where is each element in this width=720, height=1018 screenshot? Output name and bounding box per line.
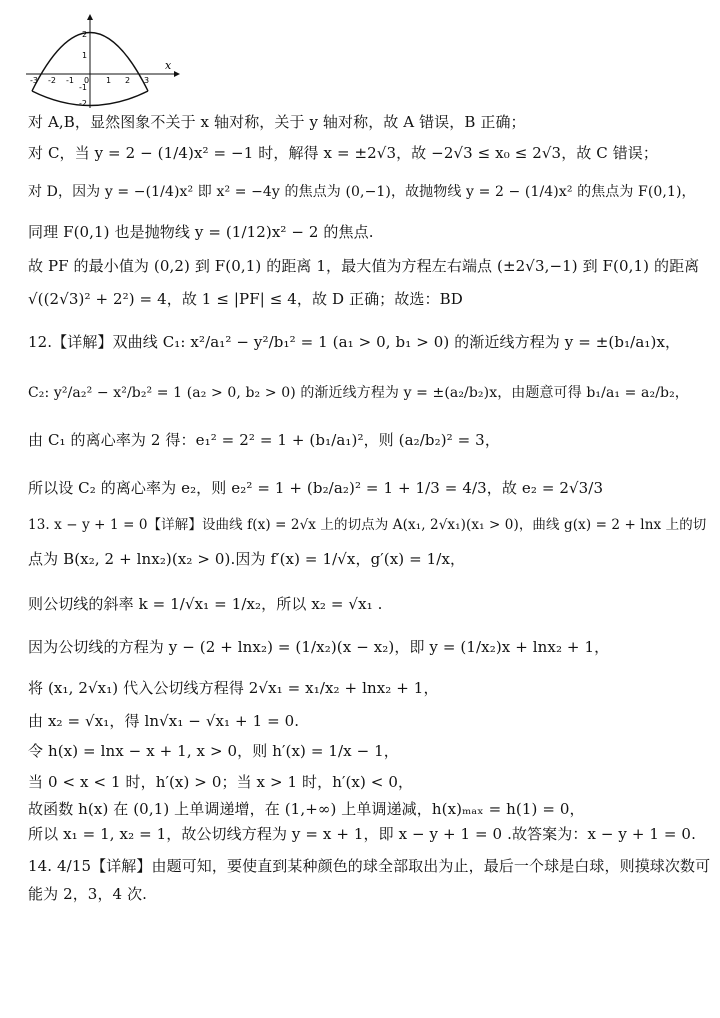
text-line: 故 PF 的最小值为 (0,2) 到 F(0,1) 的距离 1，最大值为方程左右端点 (±2√3,−1) 到 F(0,1) 的距离 [28,257,700,275]
text-line: 12.【详解】双曲线 C₁: x²/a₁² − y²/b₁² = 1 (a₁ > 0, b₁ > 0) 的渐近线方程为 y = ±(b₁/a₁)x， [28,333,681,351]
text-line: 故函数 h(x) 在 (0,1) 上单调递增，在 (1,+∞) 上单调递减，h(x)ₘₐₓ = h(1) = 0， [28,800,585,818]
x-tick-label: 2 [125,76,131,85]
text-line: 由 x₂ = √x₁，得 ln√x₁ − √x₁ + 1 = 0. [28,712,300,730]
text-line: 将 (x₁, 2√x₁) 代入公切线方程得 2√x₁ = x₁/x₂ + lnx₂ + 1， [28,679,439,697]
x-tick-label: -3 [30,76,38,85]
y-axis-arrow [87,14,93,20]
text-line: 由 C₁ 的离心率为 2 得：e₁² = 2² = 1 + (b₁/a₁)²，则 (a₂/b₂)² = 3， [28,431,500,449]
text-line: 则公切线的斜率 k = 1/√x₁ = 1/x₂，所以 x₂ = √x₁ . [28,595,383,613]
text-line: C₂: y²/a₂² − x²/b₂² = 1 (a₂ > 0, b₂ > 0) 的渐近线方程为 y = ±(a₂/b₂)x，由题意可得 b₁/a₁ = a₂/b₂， [28,385,689,401]
text-line: √((2√3)² + 2²) = 4，故 1 ≤ |PF| ≤ 4，故 D 正确；故选：BD [28,290,463,308]
x-tick-label: 1 [106,76,112,85]
x-tick-label: -1 [66,76,74,85]
text-line: 14. 4/15【详解】由题可知，要使直到某种颜色的球全部取出为止，最后一个球是白球，则摸球次数可 [28,857,711,875]
parabola-graph [24,14,184,110]
x-axis-arrow [174,71,180,77]
text-line: 所以设 C₂ 的离心率为 e₂，则 e₂² = 1 + (b₂/a₂)² = 1 + 1/3 = 4/3，故 e₂ = 2√3/3 [28,479,604,497]
text-line: 点为 B(x₂, 2 + lnx₂)(x₂ > 0).因为 f′(x) = 1/√x，g′(x) = 1/x， [28,550,466,568]
text-line: 对 D，因为 y = −(1/4)x² 即 x² = −4y 的焦点为 (0,−1)，故抛物线 y = 2 − (1/4)x² 的焦点为 F(0,1)， [28,184,696,200]
x-tick-label: 0 [84,76,90,85]
y-tick-label: 1 [82,51,88,60]
text-line: 当 0 < x < 1 时，h′(x) > 0；当 x > 1 时，h′(x) < 0， [28,773,414,791]
x-tick-label: -2 [48,76,56,85]
x-axis-label: x [165,59,172,72]
y-tick-label: 2 [82,30,88,39]
text-line: 所以 x₁ = 1, x₂ = 1，故公切线方程为 y = x + 1，即 x − y + 1 = 0 .故答案为：x − y + 1 = 0. [28,825,696,843]
text-line: 令 h(x) = lnx − x + 1, x > 0，则 h′(x) = 1/x − 1， [28,742,399,760]
text-line: 同理 F(0,1) 也是抛物线 y = (1/12)x² − 2 的焦点. [28,223,374,241]
text-line: 13. x − y + 1 = 0【详解】设曲线 f(x) = 2√x 上的切点为 A(x₁, 2√x₁)(x₁ > 0)，曲线 g(x) = 2 + lnx 上的切 [28,517,707,533]
text-line: 因为公切线的方程为 y − (2 + lnx₂) = (1/x₂)(x − x₂)，即 y = (1/x₂)x + lnx₂ + 1， [28,638,610,656]
text-line: 对 A,B，显然图象不关于 x 轴对称，关于 y 轴对称，故 A 错误，B 正确； [28,113,526,131]
y-tick-label: -2 [79,99,87,108]
y-tick-label: -1 [79,83,87,92]
text-line: 对 C，当 y = 2 − (1/4)x² = −1 时，解得 x = ±2√3，故 −2√3 ≤ x₀ ≤ 2√3，故 C 错误； [28,144,659,162]
text-line: 能为 2，3，4 次. [28,885,148,903]
x-tick-label: 3 [144,76,150,85]
